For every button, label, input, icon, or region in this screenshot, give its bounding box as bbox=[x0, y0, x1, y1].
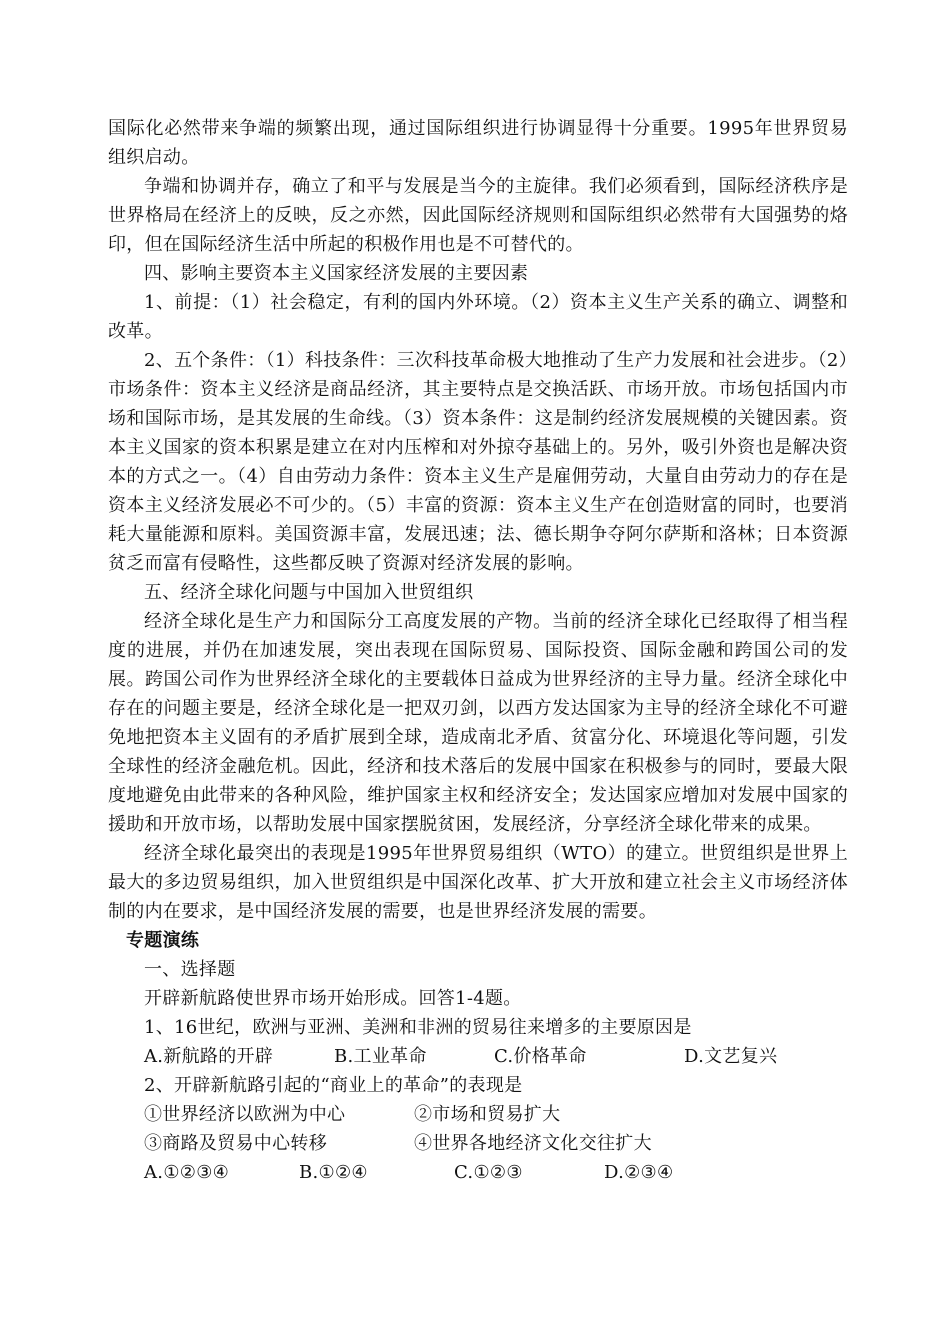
question-2-item-1: ①世界经济以欧洲为中心 bbox=[144, 1104, 346, 1125]
question-2-option-d: D.②③④ bbox=[604, 1162, 674, 1183]
question-1-option-a: A.新航路的开辟 bbox=[144, 1046, 274, 1067]
question-2-options bbox=[108, 1158, 848, 1187]
exercise-intro: 开辟新航路使世界市场开始形成。回答1-4题。 bbox=[144, 988, 522, 1009]
question-1-options bbox=[108, 1042, 848, 1071]
question-2-items-row-2 bbox=[108, 1129, 848, 1158]
question-2-item-4: ④世界各地经济文化交往扩大 bbox=[414, 1133, 652, 1154]
question-1-option-b: B.工业革命 bbox=[334, 1046, 427, 1067]
question-2-option-c: C.①②③ bbox=[454, 1162, 523, 1183]
question-1-option-c: C.价格革命 bbox=[494, 1046, 587, 1067]
question-2-stem: 2、开辟新航路引起的“商业上的革命”的表现是 bbox=[144, 1075, 523, 1096]
paragraph-premise: 1、前提：（1）社会稳定，有利的国内外环境。（2）资本主义生产关系的确立、调整和改革。 bbox=[108, 292, 848, 342]
question-2-items-row-1 bbox=[108, 1100, 848, 1129]
question-2-item-3: ③商路及贸易中心转移 bbox=[144, 1133, 327, 1154]
question-1-option-d: D.文艺复兴 bbox=[684, 1046, 778, 1067]
exercise-section-title: 一、选择题 bbox=[144, 959, 236, 980]
question-2-option-a: A.①②③④ bbox=[144, 1162, 230, 1183]
document-body bbox=[108, 114, 848, 1187]
paragraph-international-coordination: 国际化必然带来争端的频繁出现，通过国际组织进行协调显得十分重要。1995年世界贸易组织启动。 bbox=[108, 118, 848, 168]
paragraph-globalization: 经济全球化是生产力和国际分工高度发展的产物。当前的经济全球化已经取得了相当程度的进展，并仍在加速发展，突出表现在国际贸易、国际投资、国际金融和跨国公司的发展。跨国公司作为世界经济全球化的主要载体日益成为世界经济的主导力量。经济全球化中存在的问题主要是，经济全球化是一把双刃剑，以西方发达国家为主导的经济全球化不可避免地把资本主义固有的矛盾扩展到全球，造成南北矛盾、贫富分化、环境退化等问题，引发全球性的经济金融危机。因此，经济和技术落后的发展中国家在积极参与的同时，要最大限度地避免由此带来的各种风险，维护国家主权和经济安全；发达国家应增加对发展中国家的援助和开放市场，以帮助发展中国家摆脱贫困，发展经济，分享经济全球化带来的成果。 bbox=[108, 611, 848, 835]
question-2-option-b: B.①②④ bbox=[299, 1162, 368, 1183]
paragraph-five-conditions: 2、五个条件：（1）科技条件：三次科技革命极大地推动了生产力发展和社会进步。（2）市场条件：资本主义经济是商品经济，其主要特点是交换活跃、市场开放。市场包括国内市场和国际市场，是其发展的生命线。（3）资本条件：这是制约经济发展规模的关键因素。资本主义国家的资本积累是建立在对内压榨和对外掠夺基础上的。另外，吸引外资也是解决资本的方式之一。（4）自由劳动力条件：资本主义生产是雇佣劳动，大量自由劳动力的存在是资本主义经济发展必不可少的。（5）丰富的资源：资本主义生产在创造财富的同时，也要消耗大量能源和原料。美国资源丰富，发展迅速；法、德长期争夺阿尔萨斯和洛林；日本资源贫乏而富有侵略性，这些都反映了资源对经济发展的影响。 bbox=[108, 350, 848, 574]
section-heading-five: 五、经济全球化问题与中国加入世贸组织 bbox=[144, 582, 474, 603]
paragraph-dispute-and-coordination: 争端和协调并存，确立了和平与发展是当今的主旋律。我们必须看到，国际经济秩序是世界格局在经济上的反映，反之亦然，因此国际经济规则和国际组织必然带有大国强势的烙印，但在国际经济生活中所起的积极作用也是不可替代的。 bbox=[108, 176, 848, 255]
question-1-stem: 1、16世纪，欧洲与亚洲、美洲和非洲的贸易往来增多的主要原因是 bbox=[144, 1017, 692, 1038]
exercise-heading: 专题演练 bbox=[126, 930, 200, 951]
question-2-item-2: ②市场和贸易扩大 bbox=[414, 1104, 561, 1125]
paragraph-wto: 经济全球化最突出的表现是1995年世界贸易组织（WTO）的建立。世贸组织是世界上最大的多边贸易组织，加入世贸组织是中国深化改革、扩大开放和建立社会主义市场经济体制的内在要求，是中国经济发展的需要，也是世界经济发展的需要。 bbox=[108, 843, 848, 922]
section-heading-four: 四、影响主要资本主义国家经济发展的主要因素 bbox=[144, 263, 529, 284]
